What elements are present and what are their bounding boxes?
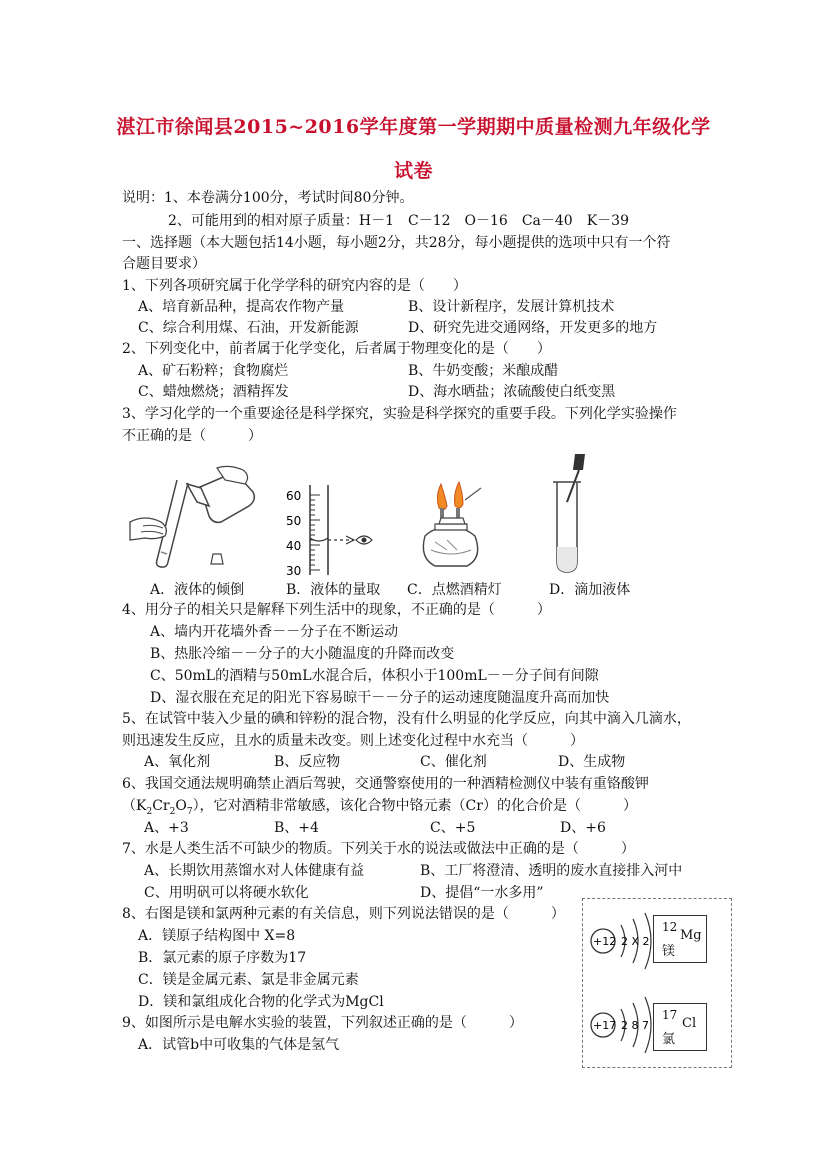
question-5: 5、在试管中装入少量的碘和锌粉的混合物，没有什么明显的化学反应，向其中滴入几滴水， — [122, 711, 691, 727]
q4-option-d: D、湿衣服在充足的阳光下容易晾干－－分子的运动速度随温度升高而加快 — [150, 690, 610, 706]
question-6: 6、我国交通法规明确禁止酒后驾驶，交通警察使用的一种酒精检测仪中装有重铬酸钾 — [122, 776, 649, 792]
mg-atomic-number: 12 — [662, 920, 678, 934]
q5-option-c: C、催化剂 — [420, 754, 487, 770]
q6-option-d: D、+6 — [560, 820, 606, 836]
q4-option-c: C、50mL的酒精与50mL水混合后，体积小于100mL－－分子间有间隙 — [150, 668, 599, 684]
q8-option-d: D．镁和氯组成化合物的化学式为MgCl — [138, 994, 384, 1010]
q1-option-b: B、设计新程序，发展计算机技术 — [408, 299, 615, 315]
question-3: 3、学习化学的一个重要途径是科学探究，实验是科学探究的重要手段。下列化学实验操作 — [122, 406, 677, 422]
cl-name: 氯 — [662, 1032, 676, 1047]
q6-sub-2: 2 — [169, 806, 176, 817]
element-info-figure — [582, 898, 732, 1068]
q6-option-b: B、+4 — [274, 820, 319, 836]
q7-option-b: B、工厂将澄清、透明的废水直接排入河中 — [420, 863, 683, 879]
cylinder-tick-60: 60 — [286, 489, 302, 503]
figure-caption-b: B．液体的量取 — [286, 582, 381, 598]
q6-sub-3: 7 — [186, 806, 193, 817]
q7-option-c: C、用明矾可以将硬水软化 — [144, 885, 309, 901]
mg-name: 镁 — [662, 944, 676, 959]
pouring-liquid-figure — [125, 462, 265, 572]
cl-atom-diagram — [587, 989, 659, 1061]
mg-shells-label: 2 X 2 — [621, 935, 650, 948]
figure-caption-c: C．点燃酒精灯 — [407, 582, 502, 598]
question-7: 7、水是人类生活不可缺少的物质。下列关于水的说法或做法中正确的是（ ） — [122, 841, 635, 857]
note-2: 2、可能用到的相对原子质量：H－1 C－12 O－16 Ca－40 K－39 — [168, 213, 629, 229]
q9-option-a: A．试管b中可收集的气体是氢气 — [138, 1037, 340, 1053]
q1-option-a: A、培育新品种，提高农作物产量 — [138, 299, 345, 315]
q6-formula-o: O — [175, 798, 187, 814]
cl-atomic-number: 17 — [662, 1008, 678, 1022]
q2-option-b: B、牛奶变酸；米酿成醋 — [408, 363, 559, 379]
q2-option-a: A、矿石粉粹；食物腐烂 — [138, 363, 289, 379]
q6-option-c: C、+5 — [430, 820, 476, 836]
cylinder-tick-50: 50 — [286, 514, 302, 528]
note-1: 说明：1、本卷满分100分，考试时间80分钟。 — [122, 190, 414, 206]
section-heading: 一、选择题（本大题包括14小题，每小题2分，共28分，每小题提供的选项中只有一个符 — [122, 235, 671, 251]
cl-nucleus-label: +17 — [593, 1019, 617, 1032]
q7-option-a: A、长期饮用蒸馏水对人体健康有益 — [144, 863, 365, 879]
q8-option-b: B．氯元素的原子序数为17 — [138, 950, 307, 966]
section-heading-cont: 合题目要求） — [122, 256, 206, 272]
mg-atom-diagram — [587, 905, 659, 977]
page-title-line2: 试卷 — [393, 160, 433, 182]
q1-option-c: C、综合利用煤、石油，开发新能源 — [138, 320, 359, 336]
question-5-cont: 则迅速发生反应，且水的质量未改变。则上述变化过程中水充当（ ） — [122, 733, 584, 749]
question-2: 2、下列变化中，前者属于化学变化，后者属于物理变化的是（ ） — [122, 341, 551, 357]
alcohol-lamp-figure — [405, 478, 515, 578]
q8-option-c: C．镁是金属元素、氯是非金属元素 — [138, 972, 359, 988]
figure-caption-d: D．滴加液体 — [549, 582, 631, 598]
q2-option-d: D、海水晒盐；浓硫酸使白纸变黑 — [408, 384, 616, 400]
q6-question-tail: ），它对酒精非常敏感，该化合物中铬元素（Cr）的化合价是（ ） — [192, 798, 637, 814]
question-9: 9、如图所示是电解水实验的装置，下列叙述正确的是（ ） — [122, 1015, 523, 1031]
question-4: 4、用分子的相关只是解释下列生活中的现象，不正确的是（ ） — [122, 602, 551, 618]
q6-sub-1: 2 — [146, 806, 153, 817]
q7-option-d: D、提倡“一水多用” — [420, 885, 544, 901]
cl-element-tile — [653, 1003, 707, 1051]
mg-symbol: Mg — [680, 928, 702, 943]
mg-element-tile — [653, 915, 707, 963]
cylinder-tick-30: 30 — [286, 564, 302, 578]
q5-option-b: B、反应物 — [274, 754, 341, 770]
q1-option-d: D、研究先进交通网络，开发更多的地方 — [408, 320, 658, 336]
question-3-cont: 不正确的是（ ） — [122, 428, 262, 444]
q4-option-b: B、热胀冷缩－－分子的大小随温度的升降而改变 — [150, 646, 455, 662]
q6-formula-cr: Cr — [152, 798, 170, 814]
cl-shells-label: 2 8 7 — [621, 1019, 649, 1032]
q8-option-a: A．镁原子结构图中 X=8 — [138, 928, 296, 944]
q2-option-c: C、蜡烛燃烧；酒精挥发 — [138, 384, 289, 400]
question-1: 1、下列各项研究属于化学学科的研究内容的是（ ） — [122, 278, 467, 294]
q5-option-d: D、生成物 — [558, 754, 626, 770]
figure-caption-a: A．液体的倾倒 — [150, 582, 245, 598]
graduated-cylinder-figure — [280, 480, 390, 580]
q6-formula-open: （K — [122, 798, 147, 814]
dropper-test-tube-figure — [545, 452, 605, 577]
q6-option-a: A、+3 — [144, 820, 189, 836]
q5-option-a: A、氧化剂 — [144, 754, 211, 770]
cylinder-tick-40: 40 — [286, 539, 302, 553]
question-8: 8、右图是镁和氯两种元素的有关信息，则下列说法错误的是（ ） — [122, 906, 565, 922]
q4-option-a: A、墙内开花墙外香－－分子在不断运动 — [150, 624, 399, 640]
cl-symbol: Cl — [682, 1016, 697, 1031]
page-title: 湛江市徐闻县2015~2016学年度第一学期期中质量检测九年级化学 — [116, 116, 711, 138]
mg-nucleus-label: +12 — [593, 935, 617, 948]
